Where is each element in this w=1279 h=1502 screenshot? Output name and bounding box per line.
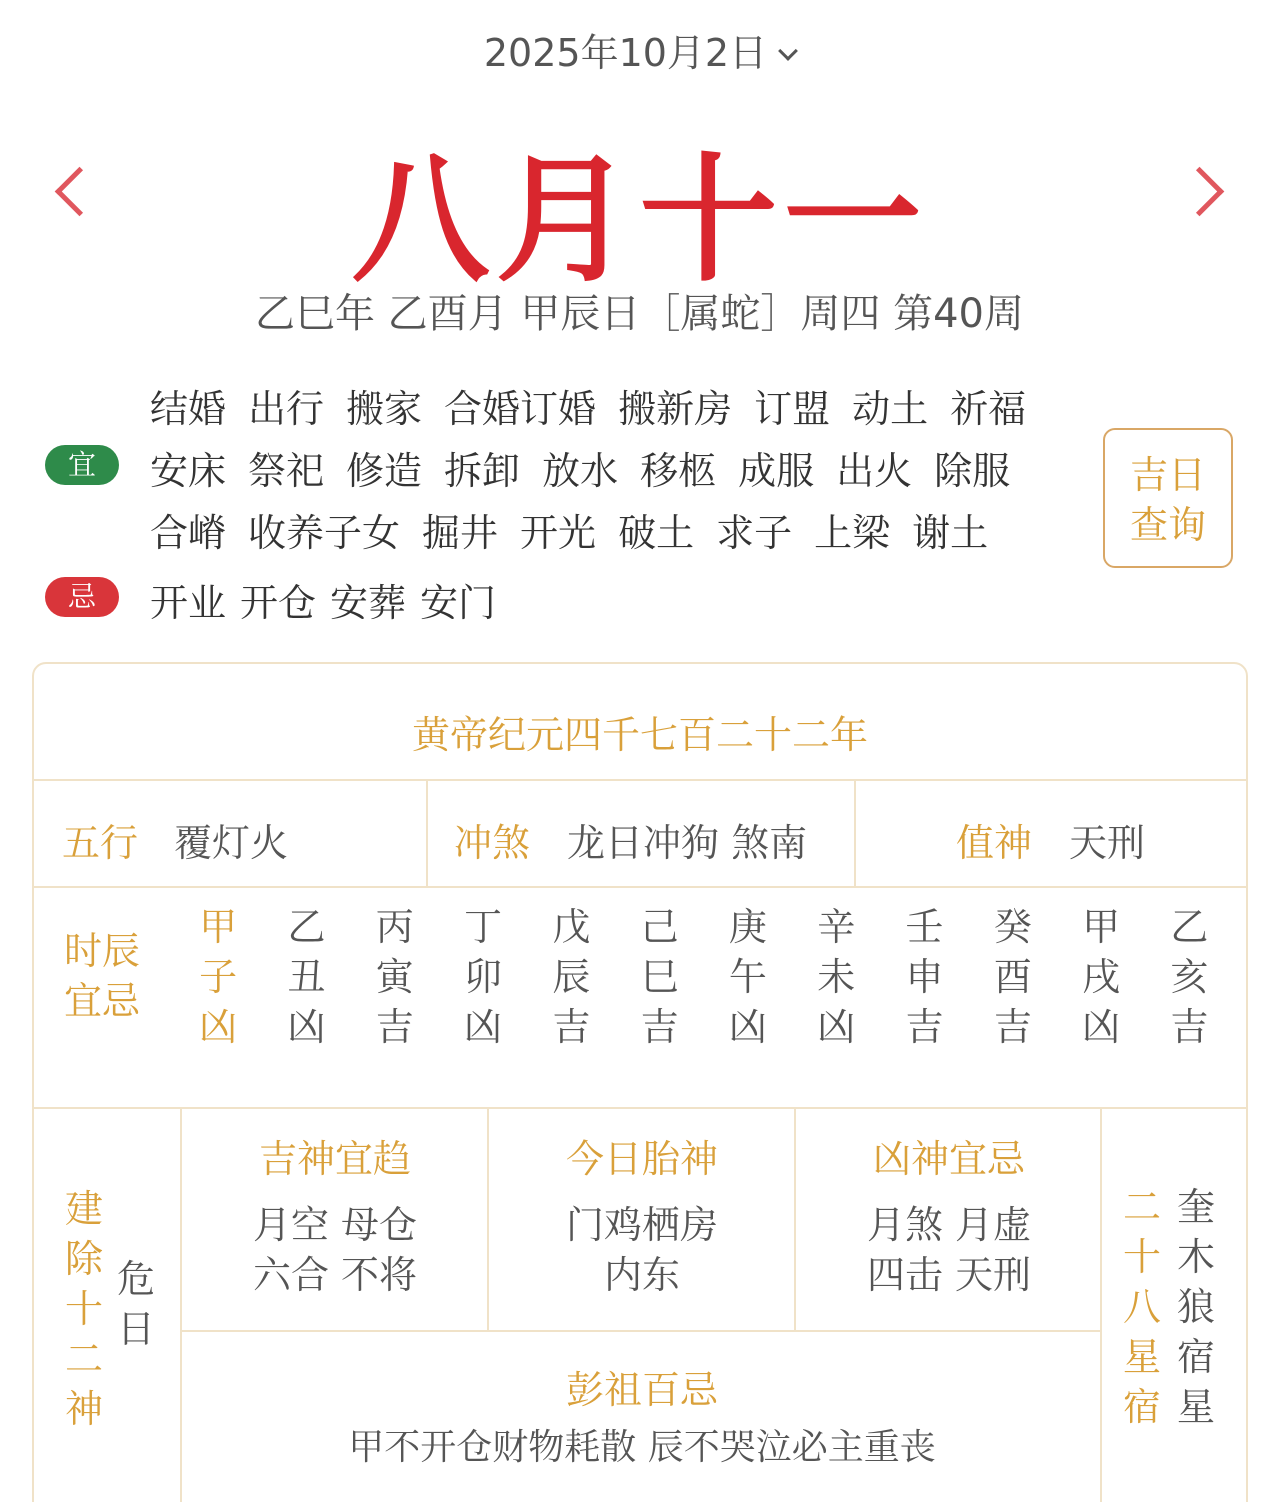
shichen-gan: 乙 [287, 905, 326, 949]
shichen-column [1145, 902, 1233, 1052]
shichen-column [704, 902, 792, 1052]
xiu-title-char: 八 [1122, 1285, 1161, 1329]
jianchu-title-char: 除 [64, 1237, 103, 1281]
shichen-luck: 吉 [552, 1005, 591, 1049]
shichen-grid [174, 902, 1234, 1052]
jianchu-value-char: 危 [116, 1257, 155, 1301]
yi-item: 掘井 [422, 511, 499, 555]
xiu-title-char: 十 [1122, 1235, 1161, 1279]
shichen-luck: 凶 [199, 1005, 238, 1049]
jishen-line: 月空 母仓 [252, 1203, 418, 1247]
xiu-value-char: 星 [1176, 1385, 1215, 1429]
yi-item: 放水 [542, 449, 619, 493]
yi-item: 出火 [836, 449, 913, 493]
shichen-gan: 戊 [552, 905, 591, 949]
ganzhi-line: 乙巳年 乙酉月 甲辰日［属蛇］周四 第40周 [254, 291, 1025, 337]
yi-row [150, 502, 1080, 557]
shichen-column [969, 902, 1057, 1052]
divider [34, 1107, 1246, 1109]
yi-item: 搬家 [346, 387, 423, 431]
divider [180, 1330, 1100, 1332]
xiu-value-char: 宿 [1176, 1335, 1215, 1379]
zhishen-label: 值神 [956, 821, 1033, 865]
shichen-zhi: 申 [905, 955, 944, 999]
ji-item: 开业 [150, 581, 227, 625]
button-label-line2: 查询 [1129, 503, 1206, 547]
jianchu-value-char: 日 [116, 1307, 155, 1351]
xiu-title-char: 宿 [1122, 1385, 1161, 1429]
shichen-title-line: 宜忌 [64, 979, 141, 1023]
jishen-box [182, 1134, 488, 1300]
pengzu-title: 彭祖百忌 [565, 1368, 718, 1412]
xiongshen-line: 月煞 月虚 [866, 1203, 1032, 1247]
yi-item: 祭祀 [248, 449, 325, 493]
shichen-title-line: 时辰 [64, 929, 141, 973]
shichen-gan: 辛 [817, 905, 856, 949]
shichen-zhi: 亥 [1170, 955, 1209, 999]
taishen-title: 今日胎神 [565, 1137, 718, 1181]
shichen-luck: 凶 [817, 1005, 856, 1049]
divider [1100, 1107, 1102, 1502]
jishen-title: 吉神宜趋 [258, 1137, 411, 1181]
ji-item: 开仓 [240, 581, 317, 625]
shichen-column-current [174, 902, 262, 1052]
shichen-luck: 凶 [1082, 1005, 1121, 1049]
jianchu-title-char: 二 [64, 1337, 103, 1381]
shichen-column [1057, 902, 1145, 1052]
shichen-gan: 己 [640, 905, 679, 949]
shichen-zhi: 酉 [993, 955, 1032, 999]
shichen-zhi: 寅 [375, 955, 414, 999]
shichen-luck: 凶 [464, 1005, 503, 1049]
auspicious-day-query-button[interactable] [1103, 428, 1233, 568]
shichen-gan: 乙 [1170, 905, 1209, 949]
shichen-title [64, 926, 154, 1026]
yi-item: 拆卸 [444, 449, 521, 493]
jianchu-title [62, 1184, 106, 1434]
yi-item: 搬新房 [618, 387, 733, 431]
shichen-gan: 甲 [199, 905, 238, 949]
yi-item: 破土 [618, 511, 695, 555]
yi-row [150, 378, 1080, 433]
yi-item: 安床 [150, 449, 227, 493]
shichen-column [792, 902, 880, 1052]
shichen-luck: 吉 [905, 1005, 944, 1049]
yi-row [150, 440, 1080, 495]
shichen-gan: 甲 [1082, 905, 1121, 949]
jianchu-value [114, 1254, 158, 1354]
chongsha-label: 冲煞 [454, 821, 531, 865]
shichen-luck: 凶 [287, 1005, 326, 1049]
divider [854, 779, 856, 887]
chongsha-value: 龙日冲狗 煞南 [567, 821, 808, 865]
pengzu-value: 甲不开仓财物耗散 辰不哭泣必主重丧 [348, 1427, 936, 1468]
wuxing-label: 五行 [62, 821, 139, 865]
button-label-line1: 吉日 [1129, 453, 1206, 497]
era-title: 黄帝纪元四千七百二十二年 [411, 713, 868, 757]
divider [34, 779, 1246, 781]
xiongshen-line: 四击 天刑 [866, 1253, 1032, 1297]
shichen-zhi: 丑 [287, 955, 326, 999]
chevron-down-icon [778, 41, 798, 61]
shichen-zhi: 午 [728, 955, 767, 999]
shichen-zhi: 未 [817, 955, 856, 999]
shichen-zhi: 卯 [464, 955, 503, 999]
yi-badge: 宜 [45, 445, 119, 485]
xiu-value [1174, 1182, 1218, 1432]
yi-item: 动土 [852, 387, 929, 431]
yi-item: 订盟 [754, 387, 831, 431]
divider [426, 779, 428, 887]
yi-item: 祈福 [950, 387, 1027, 431]
jianchu-title-char: 神 [64, 1387, 103, 1431]
xiu-title-char: 星 [1122, 1335, 1161, 1379]
shichen-column [351, 902, 439, 1052]
ji-row [150, 572, 1080, 627]
shichen-luck: 吉 [375, 1005, 414, 1049]
yi-item: 结婚 [150, 387, 227, 431]
xiu-title-char: 二 [1122, 1185, 1161, 1229]
shichen-zhi: 戌 [1082, 955, 1121, 999]
shichen-column [615, 902, 703, 1052]
xiongshen-title: 凶神宜忌 [872, 1137, 1025, 1181]
xiu-value-char: 狼 [1176, 1285, 1215, 1329]
shichen-zhi: 辰 [552, 955, 591, 999]
taishen-line: 内东 [603, 1253, 680, 1297]
xiu-value-char: 木 [1176, 1235, 1215, 1279]
yi-item: 移柩 [640, 449, 717, 493]
shichen-gan: 丙 [375, 905, 414, 949]
yi-item: 除服 [934, 449, 1011, 493]
shichen-column [527, 902, 615, 1052]
yi-item: 出行 [248, 387, 325, 431]
taishen-line: 门鸡栖房 [565, 1203, 718, 1247]
taishen-box [489, 1134, 795, 1300]
shichen-gan: 丁 [464, 905, 503, 949]
shichen-zhi: 巳 [640, 955, 679, 999]
yi-item: 合婚订婚 [444, 387, 597, 431]
date-picker[interactable] [0, 22, 1279, 77]
shichen-zhi: 子 [199, 955, 238, 999]
yi-item: 谢土 [912, 511, 989, 555]
lunar-day: 八月十一 [351, 138, 928, 301]
yi-item: 开光 [520, 511, 597, 555]
yi-item: 合嵴 [150, 511, 227, 555]
ji-item: 安门 [420, 581, 497, 625]
shichen-luck: 吉 [993, 1005, 1032, 1049]
shichen-luck: 凶 [728, 1005, 767, 1049]
xiongshen-box [796, 1134, 1102, 1300]
jishen-line: 六合 不将 [252, 1253, 418, 1297]
jianchu-title-char: 建 [64, 1187, 103, 1231]
yi-item: 修造 [346, 449, 423, 493]
divider [34, 886, 1246, 888]
yi-item: 收养子女 [248, 511, 401, 555]
almanac-card [32, 662, 1248, 1502]
shichen-luck: 吉 [640, 1005, 679, 1049]
shichen-gan: 壬 [905, 905, 944, 949]
xiu-title [1120, 1182, 1164, 1432]
zhishen-value: 天刑 [1069, 821, 1146, 865]
jianchu-title-char: 十 [64, 1287, 103, 1331]
shichen-column [880, 902, 968, 1052]
ji-badge: 忌 [45, 577, 119, 617]
shichen-column [439, 902, 527, 1052]
yi-item: 上梁 [814, 511, 891, 555]
shichen-column [262, 902, 350, 1052]
xiu-value-char: 奎 [1176, 1185, 1215, 1229]
yi-item: 成服 [738, 449, 815, 493]
shichen-luck: 吉 [1170, 1005, 1209, 1049]
wuxing-value: 覆灯火 [174, 821, 289, 865]
ji-item: 安葬 [330, 581, 407, 625]
shichen-gan: 癸 [993, 905, 1032, 949]
solar-date: 2025年10月2日 [483, 31, 768, 75]
yi-item: 求子 [716, 511, 793, 555]
shichen-gan: 庚 [728, 905, 767, 949]
